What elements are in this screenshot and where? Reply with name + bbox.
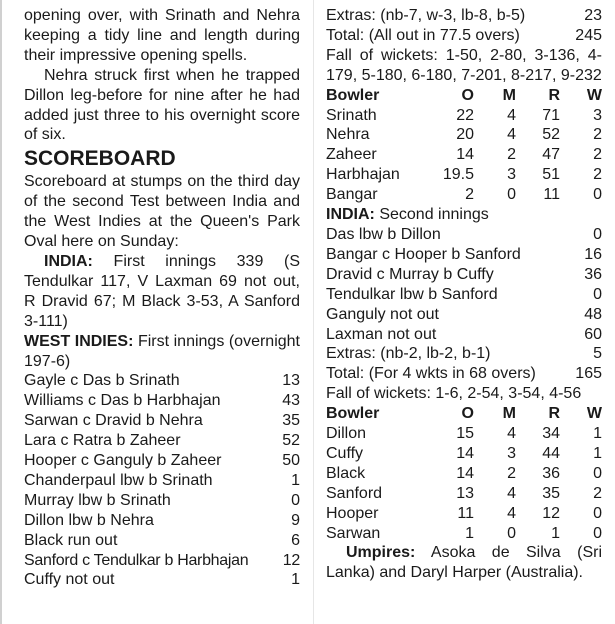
bowler-maidens: 4 <box>507 504 516 522</box>
wi-extras-value: 23 <box>584 7 602 24</box>
bowler-overs: 13 <box>456 484 474 502</box>
bowler-maidens: 4 <box>507 484 516 502</box>
batting-row <box>24 451 300 471</box>
umpires-label: Umpires: <box>346 544 416 562</box>
batsman-dismissal: Laxman not out <box>326 325 437 343</box>
batsman-runs: 1 <box>291 571 300 589</box>
batting-row <box>24 371 300 391</box>
batsman-runs: 0 <box>593 285 602 303</box>
batsman-runs: 0 <box>593 225 602 243</box>
runs-header: R <box>548 405 560 423</box>
india-bowling-header <box>326 86 602 106</box>
overs-header: O <box>461 86 474 104</box>
runs-header: R <box>548 86 560 104</box>
bowler-runs: 47 <box>542 146 560 164</box>
batsman-runs: 0 <box>291 491 300 509</box>
bowler-runs: 12 <box>542 504 560 522</box>
bowler-runs: 52 <box>542 126 560 144</box>
bowling-row <box>326 185 602 205</box>
batting-row <box>24 551 300 571</box>
bowler-runs: 36 <box>542 464 560 482</box>
batsman-runs: 12 <box>282 551 300 569</box>
bowler-runs: 44 <box>542 444 560 462</box>
wi-total-label: Total: (All out in 77.5 overs) <box>326 26 520 44</box>
wi-extras-label: Extras: (nb-7, w-3, lb-8, b-5) <box>326 7 526 24</box>
bowler-wickets: 2 <box>593 484 602 502</box>
batting-row <box>24 511 300 531</box>
bowler-name: Sarwan <box>326 524 381 542</box>
batsman-runs: 48 <box>584 305 602 323</box>
batsman-runs: 52 <box>282 432 300 450</box>
bowler-maidens: 4 <box>507 425 516 443</box>
bowler-overs: 15 <box>456 425 474 443</box>
bowling-row <box>326 524 602 544</box>
bowling-row <box>326 464 602 484</box>
india-second-summary: Second innings <box>374 206 489 224</box>
india-first-innings <box>24 252 300 332</box>
bowler-maidens: 2 <box>507 464 516 482</box>
nehra-paragraph: Nehra struck first when he trapped Dillon leg-before for nine after he had added just three to his overnight score of six. <box>24 66 300 144</box>
bowler-wickets: 0 <box>593 186 602 204</box>
wi-fall-of-wickets: Fall of wickets: 1-50, 2-80, 3-136, 4-179, 5-180, 6-180, 7-201, 8-217, 9-232 <box>326 46 602 84</box>
batsman-dismissal: Gayle c Das b Srinath <box>24 372 180 390</box>
bowling-row <box>326 145 602 165</box>
batting-row <box>326 265 602 285</box>
batsman-dismissal: Ganguly not out <box>326 305 439 323</box>
bowler-wickets: 3 <box>593 106 602 124</box>
batting-row <box>326 225 602 245</box>
bowler-name: Srinath <box>326 106 377 124</box>
batsman-dismissal: Hooper c Ganguly b Zaheer <box>24 452 222 470</box>
bowler-name: Cuffy <box>326 444 364 462</box>
wickets-header: W <box>586 405 602 423</box>
umpires-line <box>326 543 602 583</box>
wi-first-innings <box>24 332 300 372</box>
india-first-label: INDIA: <box>44 252 93 270</box>
batsman-dismissal: Black run out <box>24 531 118 549</box>
bowler-overs: 2 <box>465 186 474 204</box>
bowler-name: Zaheer <box>326 146 377 164</box>
batsman-dismissal: Williams c Das b Harbhajan <box>24 392 221 410</box>
batsman-runs: 36 <box>584 265 602 283</box>
bowler-header: Bowler <box>326 405 380 423</box>
overs-header: O <box>461 405 474 423</box>
bowling-row <box>326 504 602 524</box>
batsman-runs: 60 <box>584 325 602 343</box>
bowler-name: Sanford <box>326 484 383 502</box>
batting-row <box>24 391 300 411</box>
batting-row <box>326 245 602 265</box>
batting-row <box>24 491 300 511</box>
bowler-maidens: 0 <box>507 186 516 204</box>
wi-batting-list <box>24 371 300 590</box>
batsman-runs: 43 <box>282 392 300 410</box>
batsman-dismissal: Das lbw b Dillon <box>326 225 441 243</box>
bowler-overs: 1 <box>465 524 474 542</box>
batting-row <box>24 570 300 590</box>
bowler-maidens: 2 <box>507 146 516 164</box>
batting-row <box>24 431 300 451</box>
bowling-row <box>326 444 602 464</box>
left-edge-rule <box>0 0 2 624</box>
scoreboard-heading: SCOREBOARD <box>24 147 176 171</box>
batsman-runs: 13 <box>282 372 300 390</box>
wi-summary: First innings (overnight 197-6) <box>24 332 300 370</box>
bowler-runs: 51 <box>542 166 560 184</box>
bowler-overs: 14 <box>456 464 474 482</box>
batting-row <box>326 325 602 345</box>
bowler-wickets: 2 <box>593 126 602 144</box>
scoreboard-lead: Scoreboard at stumps on the third day of the second Test between India and the West Indies at the Queen's Park Oval here on Sunday: <box>24 173 300 251</box>
bowling-row <box>326 106 602 126</box>
batsman-dismissal: Dillon lbw b Nehra <box>24 511 154 529</box>
batsman-runs: 50 <box>282 452 300 470</box>
intro-paragraph: opening over, with Srinath and Nehra keeping a tidy line and length during their impressive opening spells. <box>24 7 300 64</box>
india-total-value: 165 <box>575 365 602 383</box>
bowler-overs: 20 <box>456 126 474 144</box>
india-second-innings <box>326 205 602 225</box>
wi-bowling-header <box>326 404 602 424</box>
batsman-dismissal: Bangar c Hooper b Sanford <box>326 245 521 263</box>
batting-row <box>24 411 300 431</box>
bowler-wickets: 1 <box>593 444 602 462</box>
batting-row <box>24 471 300 491</box>
bowler-wickets: 2 <box>593 146 602 164</box>
bowler-wickets: 0 <box>593 504 602 522</box>
batsman-dismissal: Sanford c Tendulkar b Harbhajan <box>24 551 249 569</box>
batsman-runs: 16 <box>584 245 602 263</box>
bowler-wickets: 0 <box>593 464 602 482</box>
bowler-name: Hooper <box>326 504 379 522</box>
india-second-label: INDIA: <box>326 206 375 224</box>
wickets-header: W <box>586 86 602 104</box>
batsman-dismissal: Tendulkar lbw b Sanford <box>326 285 498 303</box>
bowler-runs: 34 <box>542 425 560 443</box>
bowler-name: Dillon <box>326 425 367 443</box>
bowler-runs: 11 <box>543 186 560 204</box>
bowler-maidens: 3 <box>507 166 516 184</box>
bowler-runs: 71 <box>542 106 560 124</box>
batsman-dismissal: Murray lbw b Srinath <box>24 491 171 509</box>
bowler-maidens: 4 <box>507 126 516 144</box>
batsman-dismissal: Sarwan c Dravid b Nehra <box>24 412 203 430</box>
maidens-header: M <box>502 86 516 104</box>
bowler-name: Harbhajan <box>326 166 400 184</box>
india-total-label: Total: (For 4 wkts in 68 overs) <box>326 365 536 383</box>
bowler-overs: 14 <box>456 146 474 164</box>
india-total <box>326 364 602 384</box>
wi-total <box>326 26 602 46</box>
bowling-row <box>326 165 602 185</box>
india-extras <box>326 344 602 364</box>
bowler-overs: 11 <box>457 504 474 522</box>
bowler-overs: 22 <box>456 106 474 124</box>
batting-row <box>326 285 602 305</box>
batsman-dismissal: Chanderpaul lbw b Srinath <box>24 471 213 489</box>
left-column <box>24 6 300 590</box>
umpires-names: Asoka de Silva (Sri Lanka) and Daryl Harper (Australia). <box>326 544 602 582</box>
batsman-runs: 35 <box>282 412 300 430</box>
wi-total-value: 245 <box>575 26 602 44</box>
wi-extras <box>326 6 602 26</box>
batsman-dismissal: Dravid c Murray b Cuffy <box>326 265 494 283</box>
bowler-maidens: 3 <box>507 444 516 462</box>
india-fall-of-wickets: Fall of wickets: 1-6, 2-54, 3-54, 4-56 <box>326 385 582 403</box>
bowler-maidens: 0 <box>507 524 516 542</box>
india-extras-label: Extras: (nb-2, lb-2, b-1) <box>326 345 491 363</box>
batsman-runs: 1 <box>291 471 300 489</box>
bowler-wickets: 0 <box>593 524 602 542</box>
india-first-summary: First innings 339 (S Tendulkar 117, V Laxman 69 not out, R Dravid 67; M Black 3-53, A Sanford 3-111) <box>24 252 300 330</box>
batsman-dismissal: Lara c Ratra b Zaheer <box>24 432 181 450</box>
bowler-name: Bangar <box>326 186 378 204</box>
bowler-runs: 1 <box>551 524 560 542</box>
india-extras-value: 5 <box>593 345 602 363</box>
bowler-overs: 19.5 <box>442 166 474 184</box>
batting-row <box>326 305 602 325</box>
bowler-runs: 35 <box>542 484 560 502</box>
bowler-header: Bowler <box>326 86 380 104</box>
maidens-header: M <box>502 405 516 423</box>
batsman-dismissal: Cuffy not out <box>24 571 115 589</box>
column-divider <box>313 0 314 624</box>
bowler-maidens: 4 <box>507 106 516 124</box>
bowler-wickets: 1 <box>593 425 602 443</box>
bowling-row <box>326 484 602 504</box>
wi-label: WEST INDIES: <box>24 332 134 350</box>
bowler-name: Nehra <box>326 126 370 144</box>
bowling-row <box>326 125 602 145</box>
bowling-row <box>326 424 602 444</box>
bowler-overs: 14 <box>456 444 474 462</box>
bowler-wickets: 2 <box>593 166 602 184</box>
batsman-runs: 6 <box>291 531 300 549</box>
batting-row <box>24 531 300 551</box>
batsman-runs: 9 <box>291 511 300 529</box>
bowler-name: Black <box>326 464 366 482</box>
right-column <box>326 6 602 583</box>
